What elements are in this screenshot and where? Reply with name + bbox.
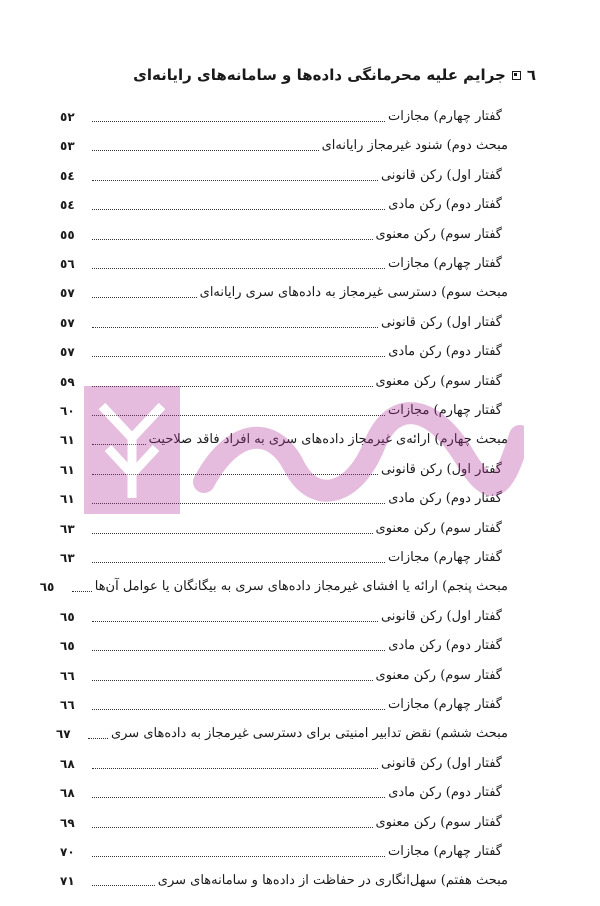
toc-entry-title: گفتار دوم) رکن مادی	[388, 344, 502, 360]
toc-entry-title: گفتار اول) رکن قانونی	[380, 461, 502, 477]
toc-page-number: ٦١	[60, 492, 75, 507]
dot-leader	[92, 856, 385, 857]
page-number: ٦	[526, 66, 536, 84]
toc-entry-title: گفتار سوم) رکن معنوی	[375, 520, 502, 536]
toc-entry-title: گفتار اول) رکن قانونی	[380, 314, 502, 330]
toc-entry-title: گفتار سوم) رکن معنوی	[375, 814, 502, 830]
toc-section-row	[60, 133, 508, 155]
toc-page-number: ٦٨	[60, 786, 75, 801]
toc-page-number: ٥٦	[60, 257, 75, 271]
dot-leader	[92, 209, 385, 210]
toc-entry-title: مبحث سوم) دسترسی غیرمجاز به داده‌های سری رایانه‌ای	[199, 285, 508, 301]
dot-leader	[92, 444, 146, 445]
toc-subsection-row	[60, 516, 502, 538]
toc-page-number: ٦٠	[60, 404, 75, 418]
toc-entry-title: گفتار چهارم) مجازات	[387, 697, 502, 712]
toc-page-number: ٥٧	[60, 286, 75, 301]
toc-entry-title: گفتار اول) رکن قانونی	[380, 755, 502, 771]
dot-leader	[92, 415, 385, 416]
dot-leader	[92, 386, 373, 387]
toc-section-row	[60, 427, 508, 449]
toc-subsection-row	[60, 310, 502, 332]
toc-entry-title: مبحث پنجم) ارائه یا افشای غیرمجاز داده‌های سری به بیگانگان یا عوامل آن‌ها	[94, 579, 508, 595]
toc-entry-title: گفتار اول) رکن قانونی	[380, 608, 502, 624]
toc-page-number: ٥٣	[60, 139, 75, 154]
dot-leader	[92, 327, 378, 328]
toc-entry-title: گفتار سوم) رکن معنوی	[375, 373, 502, 389]
toc-page-number: ٦٨	[60, 756, 75, 771]
toc-page-number: ٥٥	[60, 227, 75, 242]
dot-leader	[92, 562, 385, 563]
toc-entry-title: گفتار سوم) رکن معنوی	[375, 667, 502, 683]
toc-entry-title: گفتار دوم) رکن مادی	[388, 491, 502, 507]
toc-subsection-row	[60, 163, 502, 185]
toc-entry-title: گفتار سوم) رکن معنوی	[375, 226, 502, 242]
toc-page-number: ٦١	[60, 462, 75, 477]
dot-leader	[92, 297, 197, 298]
dot-leader	[88, 738, 108, 739]
toc-entry-title: مبحث چهارم) ارائه‌ی غیرمجاز داده‌های سری به افراد فاقد صلاحیت	[148, 432, 508, 448]
toc-page-number: ٥٧	[60, 345, 75, 360]
dot-leader	[92, 621, 378, 622]
dot-leader	[92, 503, 385, 504]
toc-subsection-row	[60, 251, 502, 273]
book-title: جرایم علیه محرمانگی داده‌ها و سامانه‌های رایانه‌ای	[133, 66, 506, 84]
toc-page-number: ٥٤	[60, 198, 75, 213]
toc-section-row	[60, 280, 508, 302]
toc-subsection-row	[60, 104, 502, 126]
toc-section-row	[60, 868, 508, 890]
dot-leader	[92, 650, 385, 651]
dot-leader	[92, 885, 155, 886]
toc-entry-title: مبحث ششم) نقض تدابیر امنیتی برای دسترسی غیرمجاز به داده‌های سری	[110, 726, 508, 742]
toc-entry-title: گفتار دوم) رکن مادی	[388, 785, 502, 801]
toc-page-number: ٦٦	[60, 668, 75, 683]
toc-subsection-row	[60, 810, 502, 832]
toc-entry-title: گفتار اول) رکن قانونی	[380, 167, 502, 183]
toc-entry-title: مبحث دوم) شنود غیرمجاز رایانه‌ای	[321, 138, 508, 154]
toc-entry-title: گفتار چهارم) مجازات	[387, 550, 502, 565]
dot-leader	[92, 474, 378, 475]
toc-page-number: ٦٦	[60, 698, 75, 712]
toc-section-row	[39, 574, 508, 596]
toc-subsection-row	[60, 457, 502, 479]
toc-page-number: ٦٥	[60, 639, 75, 654]
dot-leader	[92, 239, 373, 240]
dot-leader	[92, 797, 385, 798]
toc-page-number: ٧٠	[60, 845, 75, 859]
toc-section-row	[55, 721, 508, 743]
toc-page-number: ٥٤	[60, 168, 75, 183]
toc-subsection-row	[60, 839, 502, 861]
toc-subsection-row	[60, 545, 502, 567]
dot-leader	[92, 709, 385, 710]
toc-subsection-row	[60, 369, 502, 391]
dot-leader	[92, 680, 373, 681]
dot-leader	[92, 268, 385, 269]
dot-leader	[92, 180, 378, 181]
toc-page-number: ٥٧	[60, 315, 75, 330]
toc-page-number: ٦٥	[60, 609, 75, 624]
toc-subsection-row	[60, 692, 502, 714]
dot-leader	[72, 591, 92, 592]
dot-leader	[92, 768, 378, 769]
dot-leader	[92, 533, 373, 534]
toc-page-number: ٦٧	[55, 727, 71, 742]
toc-subsection-row	[60, 339, 502, 361]
toc-entry-title: گفتار چهارم) مجازات	[387, 109, 502, 124]
toc-page-number: ٥٩	[60, 374, 75, 389]
toc-entry-title: گفتار دوم) رکن مادی	[388, 197, 502, 213]
toc-subsection-row	[60, 663, 502, 685]
toc-subsection-row	[60, 486, 502, 508]
toc-page-number: ٦٣	[60, 551, 75, 565]
dot-leader	[92, 356, 385, 357]
toc-entry-title: گفتار چهارم) مجازات	[387, 403, 502, 418]
toc-page-number: ٥٢	[60, 110, 75, 124]
toc-page-number: ٦٥	[39, 580, 55, 595]
dot-leader	[92, 150, 319, 151]
toc-subsection-row	[60, 222, 502, 244]
toc-entry-title: گفتار دوم) رکن مادی	[388, 638, 502, 654]
toc-subsection-row	[60, 633, 502, 655]
toc-page-number: ٦٣	[60, 521, 75, 536]
dot-leader	[92, 827, 373, 828]
toc-subsection-row	[60, 192, 502, 214]
toc-page-number: ٧١	[60, 874, 75, 889]
toc-entry-title: مبحث هفتم) سهل‌انگاری در حفاظت از داده‌ها و سامانه‌های سری	[157, 873, 508, 889]
toc-subsection-row	[60, 751, 502, 773]
toc-page-number: ٦١	[60, 433, 75, 448]
toc-entry-title: گفتار چهارم) مجازات	[387, 256, 502, 271]
toc-subsection-row	[60, 398, 502, 420]
toc-subsection-row	[60, 604, 502, 626]
toc-entry-title: گفتار چهارم) مجازات	[387, 844, 502, 859]
toc-subsection-row	[60, 780, 502, 802]
dot-leader	[92, 121, 385, 122]
toc-page-number: ٦٩	[60, 815, 75, 830]
